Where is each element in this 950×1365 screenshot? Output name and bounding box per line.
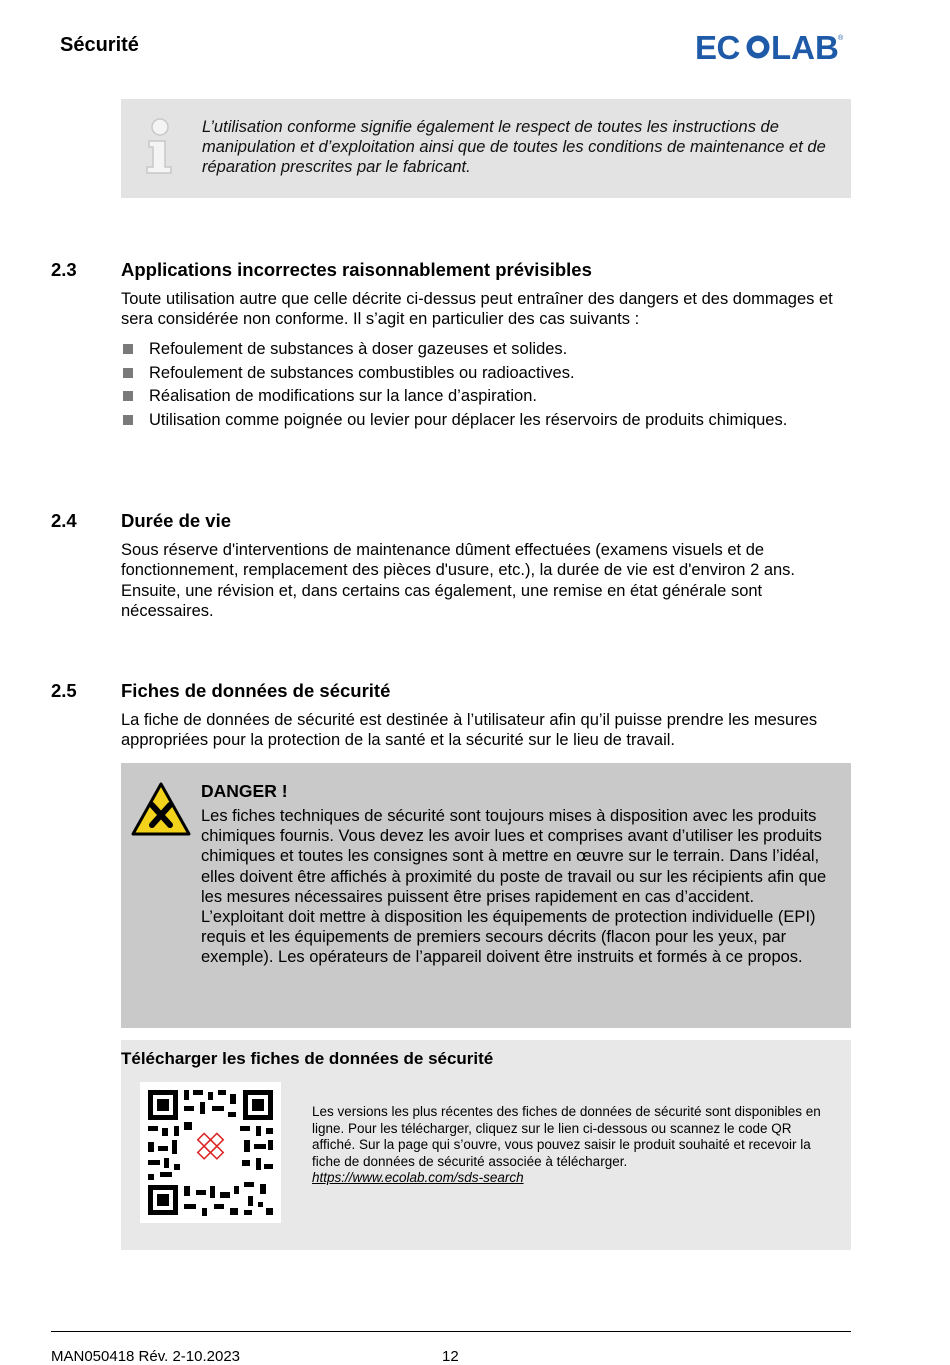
list-item: Réalisation de modifications sur la lance d’aspiration.	[121, 386, 856, 406]
download-box	[121, 1040, 851, 1250]
footer-divider	[51, 1331, 851, 1332]
bullet-square-icon	[123, 368, 133, 378]
svg-text:EC: EC	[695, 29, 740, 64]
download-description: Les versions les plus récentes des fiches de données de sécurité sont disponibles en ligne. Pour les télécharger, cliquez sur le lien ci-dessous ou scannez le code QR affiché. Sur la page qui s’ouvre, vous pouvez saisir le produit souhaité et recevoir la fiche de données de sécurité associée à télécharger.	[312, 1104, 821, 1169]
bullet-square-icon	[123, 344, 133, 354]
list-item: Refoulement de substances combustibles ou radioactives.	[121, 363, 856, 383]
sds-search-link[interactable]: https://www.ecolab.com/sds-search	[312, 1170, 524, 1186]
list-item: Utilisation comme poignée ou levier pour déplacer les réservoirs de produits chimiques.	[121, 410, 856, 430]
download-title: Télécharger les fiches de données de sécurité	[121, 1049, 494, 1068]
section-number: 2.5	[51, 680, 77, 701]
document-reference: MAN050418 Rév. 2-10.2023	[51, 1348, 241, 1365]
bullet-square-icon	[123, 415, 133, 425]
list-item: Refoulement de substances à doser gazeuses et solides.	[121, 339, 856, 359]
info-note	[121, 99, 851, 198]
section-text: Sous réserve d'interventions de maintenance dûment effectuées (examens visuels et de fonctionnement, remplacement des pièces d'usure, etc.), la durée de vie est d'environ 2 ans. Ensuite, une révision et, dans certains cas également, une remise en état générale sont nécessaires.	[121, 541, 796, 620]
danger-warning	[121, 763, 851, 1028]
section-title: Fiches de données de sécurité	[121, 680, 391, 701]
section-number: 2.4	[51, 510, 77, 531]
hazard-icon	[130, 781, 192, 839]
section-intro: Toute utilisation autre que celle décrite ci-dessus peut entraîner des dangers et des dommages et sera considérée non conforme. Il s’agit en particulier des cas suivants :	[121, 290, 833, 329]
section-title: Applications incorrectes raisonnablement prévisibles	[121, 259, 592, 280]
ecolab-logo	[695, 28, 845, 64]
danger-text	[201, 806, 846, 968]
download-text	[312, 1104, 822, 1187]
bullet-square-icon	[123, 391, 133, 401]
danger-paragraph: L’exploitant doit mettre à disposition les équipements de protection individuelle (EPI) requis et les équipements de premiers secours décrits (flacon pour les yeux, par exemple). Les opérateurs de l’appareil doivent être instruits et formés à ce propos.	[201, 908, 816, 967]
svg-text:®: ®	[838, 35, 844, 42]
danger-paragraph: Les fiches techniques de sécurité sont toujours mises à disposition avec les produits chimiques fournis. Vous devez les avoir lues et comprises avant d’utiliser les produits chimiques et toutes les consignes sont à mettre en œuvre sur le terrain. Dans l’idéal, elles doivent être affichés à proximité du poste de travail ou sur les récipients afin que les mesures nécessaires puissent être prises rapidement en cas d’accident.	[201, 807, 827, 906]
svg-text:LAB: LAB	[771, 29, 839, 64]
info-note-text: L’utilisation conforme signifie également le respect de toutes les instructions de manipulation et d’exploitation ainsi que de toutes les conditions de maintenance et de réparation prescrites par le fabricant.	[202, 118, 826, 176]
page-number: 12	[442, 1348, 459, 1365]
info-icon	[143, 117, 177, 175]
qr-code-icon[interactable]	[140, 1082, 281, 1223]
bullet-list	[121, 339, 856, 433]
section-title: Durée de vie	[121, 510, 232, 531]
section-text: La fiche de données de sécurité est destinée à l’utilisateur afin qu’il puisse prendre les mesures appropriées pour la protection de la santé et la sécurité sur le lieu de travail.	[121, 711, 818, 750]
danger-title: DANGER !	[201, 781, 288, 801]
section-number: 2.3	[51, 259, 77, 280]
page-title: Sécurité	[60, 34, 139, 56]
